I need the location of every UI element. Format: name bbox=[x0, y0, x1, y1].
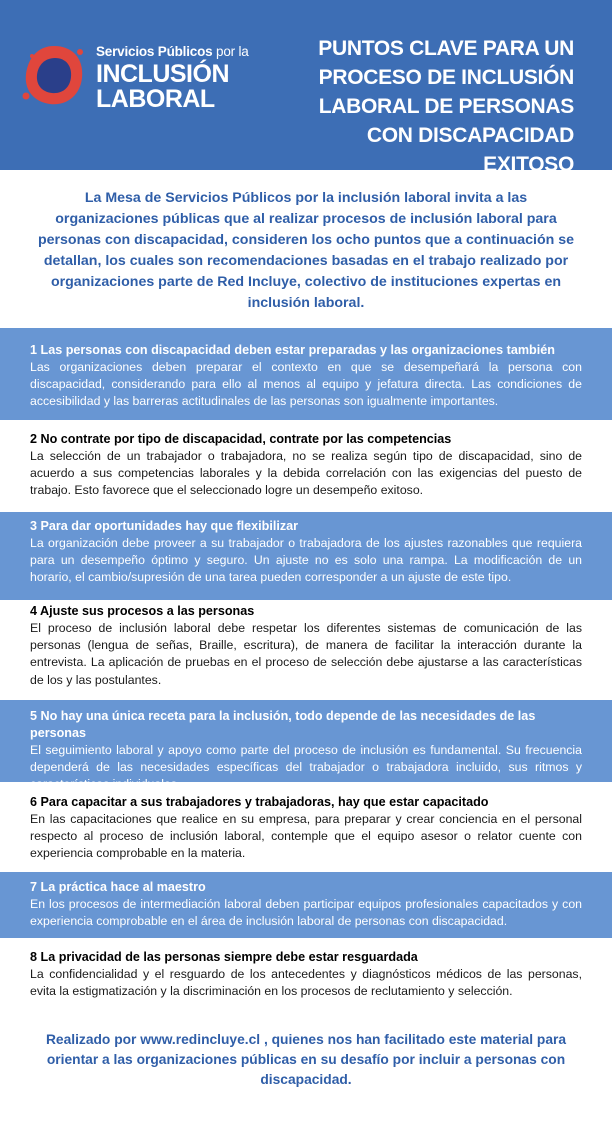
point-body: En los procesos de intermediación laboral deben participar equipos profesionales capacitados y con experiencia comprobable en el área de inclusión laboral de personas con discapacidad. bbox=[30, 897, 582, 929]
page-title: PUNTOS CLAVE PARA UN PROCESO DE INCLUSIÓN LABORAL DE PERSONAS CON DISCAPACIDAD EXITOSO bbox=[318, 37, 574, 176]
point-body: La confidencialidad y el resguardo de los antecedentes y diagnósticos médicos de las personas, evita la estigmatización y la discriminación en los procesos de reclutamiento y selección. bbox=[30, 967, 582, 999]
logo-wordmark bbox=[96, 44, 249, 112]
point-body: El proceso de inclusión laboral debe respetar los diferentes sistemas de comunicación de las personas (lengua de señas, Braille, escritura), de manera de facilitar la interacción durante la entrevista. La aplicación de pruebas en el proceso de selección debe ajustarse a las características de los y las postulantes. bbox=[30, 621, 582, 687]
point-title: 3 Para dar oportunidades hay que flexibilizar bbox=[30, 519, 299, 533]
point-body: En las capacitaciones que realice en su empresa, para preparar y crear conciencia en el personal respecto al proceso de inclusión laboral, contemple que el equipo asesor o relator cuente con experiencia comprobable en la materia. bbox=[30, 812, 582, 861]
logo-line3: LABORAL bbox=[96, 85, 215, 113]
point-body: Las organizaciones deben preparar el contexto en que se desempeñará la persona con discapacidad, considerando para ello al menos al equipo y jefatura directa. Las condiciones de accesibilidad y las barreras actitudinales de las personas son igualmente importantes. bbox=[30, 360, 582, 409]
point-5 bbox=[0, 700, 612, 792]
point-7 bbox=[0, 872, 612, 938]
logo-line2: INCLUSIÓN bbox=[96, 60, 229, 88]
point-3 bbox=[0, 512, 612, 600]
logo-line1: Servicios Públicos por la bbox=[96, 44, 249, 59]
point-body: El seguimiento laboral y apoyo como parte del proceso de inclusión es fundamental. Su frecuencia dependerá de las necesidades específicas del trabajador o trabajadora incluido, sus ritmos y características individuales. bbox=[30, 743, 582, 792]
point-title: 4 Ajuste sus procesos a las personas bbox=[30, 604, 255, 618]
point-6 bbox=[0, 782, 612, 872]
header-banner bbox=[0, 0, 612, 176]
point-body: La selección de un trabajador o trabajadora, no se realiza según tipo de discapacidad, sino de acuerdo a sus competencias laborales y la debida correlación con las exigencias del puesto de trabajo. Esto favorece que el seleccionado logre un desempeño exitoso. bbox=[30, 449, 582, 498]
point-title: 8 La privacidad de las personas siempre debe estar resguardada bbox=[30, 950, 418, 964]
point-title: 7 La práctica hace al maestro bbox=[30, 880, 206, 894]
footer-credits: Realizado por www.redincluye.cl , quienes nos han facilitado este material para orientar a las organizaciones públicas en su desafío por incluir a personas con discapacidad. bbox=[45, 1032, 567, 1087]
logo-ring-icon bbox=[18, 40, 90, 112]
point-1 bbox=[0, 328, 612, 420]
point-title: 6 Para capacitar a sus trabajadores y trabajadoras, hay que estar capacitado bbox=[30, 795, 489, 809]
point-4 bbox=[0, 600, 612, 700]
point-title: 1 Las personas con discapacidad deben estar preparadas y las organizaciones también bbox=[30, 343, 555, 357]
point-2 bbox=[0, 420, 612, 512]
point-title: 5 No hay una única receta para la inclusión, todo depende de las necesidades de las personas bbox=[30, 709, 536, 740]
intro-paragraph: La Mesa de Servicios Públicos por la inclusión laboral invita a las organizaciones públicas que al realizar procesos de inclusión laboral para personas con discapacidad, consideren los ocho puntos que a continuación se detallan, los cuales son recomendaciones basadas en el trabajo realizado por organizaciones parte de Red Incluye, colectivo de instituciones expertas en inclusión laboral. bbox=[37, 190, 575, 311]
point-title: 2 No contrate por tipo de discapacidad, contrate por las competencias bbox=[30, 432, 452, 446]
point-body: La organización debe proveer a su trabajador o trabajadora de los ajustes razonables que requiera para un desempeño óptimo y seguro. Un ajuste no es solo una rampa. La modificación de un horario, el cambio/supresión de una tarea pueden corresponder a un ajuste de este tipo. bbox=[30, 536, 582, 585]
point-8 bbox=[0, 938, 612, 1018]
